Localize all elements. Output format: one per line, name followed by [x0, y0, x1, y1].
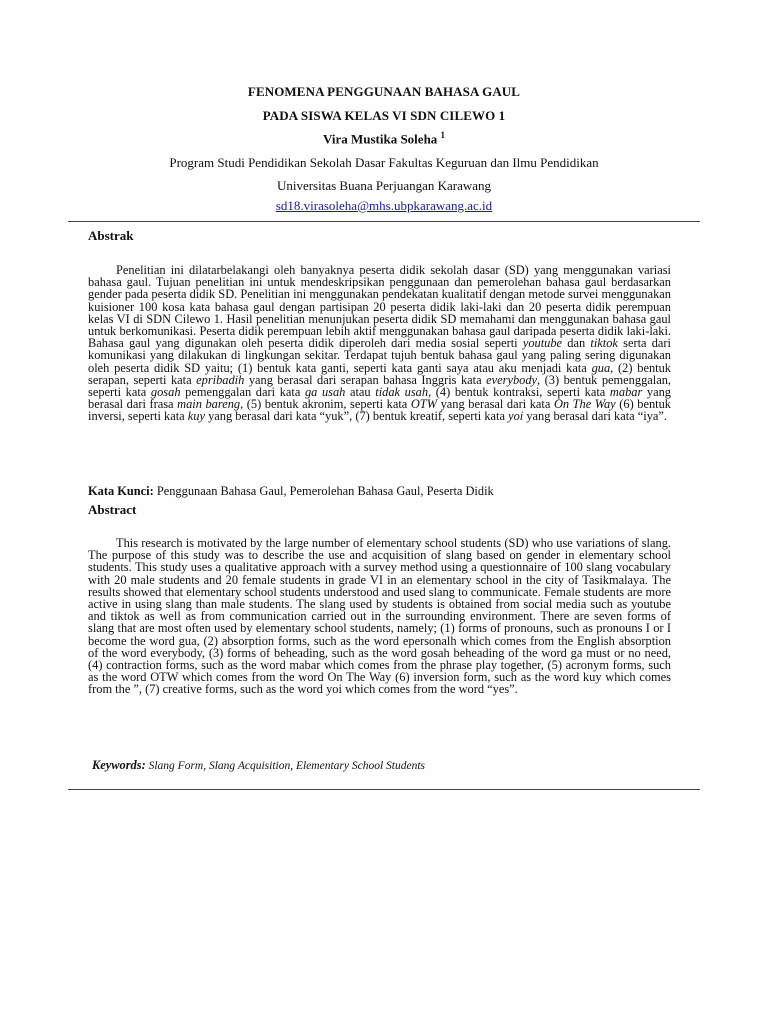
abstrak-term: yoi — [508, 409, 524, 424]
affiliation-program: Program Studi Pendidikan Sekolah Dasar Fakultas Keguruan dan Ilmu Pendidikan — [169, 155, 599, 170]
paper-title-line-2: PADA SISWA KELAS VI SDN CILEWO 1 — [262, 108, 506, 123]
abstract-body: This research is motivated by the large number of elementary school students (SD) who use variations of slang. The purpose of this study was to describe the use and acquisition of slang based on gender in elementary school students. This study uses a qualitative approach with a survey method using a questionnaire of 100 slang vocabulary with 20 male students and 20 female students in grade VI in an elementary school in the city of Tasikmalaya. The results showed that elementary school students understood and used slang to communicate. Female students are more active in using slang than male students. The slang used by students is obtained from social media such as youtube and tiktok as well as from communication carried out in the surrounding environment. There are seven forms of slang that are most often used by elementary school students, namely; (1) forms of pronouns, such as pronouns I or I become the word gua, (2) absorption forms, such as the word epersonalh which comes from the English absorption of the word everybody, (3) forms of beheading, such as the word gosah beheading of the word ga must or no need, (4) contraction forms, such as the word mabar which comes from the phrase play together, (5) acronym forms, such as the word OTW which comes from the word On The Way (6) inversion form, such as the word kuy which comes from the ”, (7) creative forms, such as the word yoi which comes from the word “yes”. — [88, 536, 671, 697]
author-name: Vira Mustika Soleha — [322, 131, 438, 147]
abstrak-text: serta dari komunikasi yang dilakukan di lingkungan sekitar. Terdapat tujuh bentuk bahasa gaul yang paling sering digunakan oleh peserta didik SD yaitu; (1) bentuk kata ganti, seperti kata ganti saya atau aku menjadi kata — [88, 336, 671, 375]
abstrak-text: yang berasal dari serapan bahasa Inggris kata — [244, 372, 487, 387]
abstract-heading: Abstract — [88, 502, 137, 517]
abstrak-text: , (2) bentuk serapan, seperti kata — [88, 360, 672, 387]
kata-kunci-label: Kata Kunci: — [88, 484, 154, 498]
keywords-label: Keywords — [92, 758, 142, 772]
abstrak-text: yang berasal dari kata “yuk”, (7) bentuk kreatif, seperti kata — [204, 409, 509, 424]
abstrak-text: pemenggalan dari kata — [180, 385, 305, 400]
abstrak-text: atau — [345, 385, 376, 400]
abstrak-text: Penelitian ini dilatarbelakangi oleh banyaknya peserta didik sekolah dasar (SD) yang menggunakan variasi bahasa gaul. Tujuan penelitian ini untuk mendeskripsikan penggunaan dan pemerolehan bahasa gaul berdasarkan gender pada peserta didik SD. Penelitian ini menggunakan pendekatan kualitatif dengan metode survei menggunakan kuisioner 100 kosa kata bahasa gaul dengan partisipan 20 peserta didik laki-laki dan 20 peserta didik perempuan kelas VI di SDN Cilewo 1. Hasil penelitian menunjukan peserta didik SD memahami dan menggunakan bahasa gaul untuk berkomunikasi. Peserta didik perempuan lebih aktif menggunakan bahasa gaul daripada peserta didik laki-laki. Bahasa gaul yang digunakan oleh peserta didik diperoleh dari media sosial seperti — [88, 263, 671, 351]
abstrak-heading: Abstrak — [88, 228, 134, 243]
keywords-text: Slang Form, Slang Acquisition, Elementary School Students — [145, 760, 425, 772]
keywords — [92, 758, 425, 773]
abstrak-term: On The Way — [553, 397, 616, 412]
abstrak-term: OTW — [410, 397, 438, 412]
abstrak-term: tidak usah — [375, 385, 429, 400]
kata-kunci-text: Penggunaan Bahasa Gaul, Pemerolehan Bahasa Gaul, Peserta Didik — [153, 484, 494, 498]
abstrak-term: everybody — [486, 372, 538, 387]
abstrak-term: main bareng — [177, 397, 241, 412]
abstrak-term: mabar — [609, 385, 643, 400]
abstrak-text: yang berasal dari frasa — [88, 385, 671, 412]
abstrak-term: gosah — [150, 385, 181, 400]
author — [0, 130, 768, 147]
abstrak-body — [88, 264, 671, 423]
abstrak-text: , (4) bentuk kontraksi, seperti kata — [428, 385, 610, 400]
kata-kunci — [88, 484, 494, 499]
abstrak-text: dan — [562, 336, 591, 351]
author-superscript: 1 — [440, 130, 446, 140]
author-email-link[interactable]: sd18.virasoleha@mhs.ubpkarawang.ac.id — [275, 198, 493, 213]
affiliation-university: Universitas Buana Perjuangan Karawang — [276, 178, 492, 193]
bottom-divider — [68, 789, 700, 790]
abstrak-term: gua — [591, 360, 611, 375]
abstrak-text: (6) bentuk inversi, seperti kata — [88, 397, 671, 424]
paper-title-line-1: FENOMENA PENGGUNAAN BAHASA GAUL — [247, 84, 521, 99]
abstrak-term: epribadih — [196, 372, 245, 387]
keywords-colon: : — [141, 758, 146, 772]
abstrak-term: kuy — [187, 409, 205, 424]
abstrak-text: yang berasal dari kata — [437, 397, 554, 412]
abstrak-term: tiktok — [590, 336, 618, 351]
abstrak-text: , (5) bentuk akronim, seperti kata — [240, 397, 411, 412]
abstrak-text: yang berasal dari kata “iya”. — [523, 409, 668, 424]
abstrak-term: ga usah — [304, 385, 346, 400]
top-divider — [68, 221, 700, 222]
abstrak-text: , (3) bentuk pemenggalan, seperti kata — [88, 372, 671, 400]
abstrak-term: youtube — [522, 336, 563, 351]
author-email — [0, 198, 768, 214]
